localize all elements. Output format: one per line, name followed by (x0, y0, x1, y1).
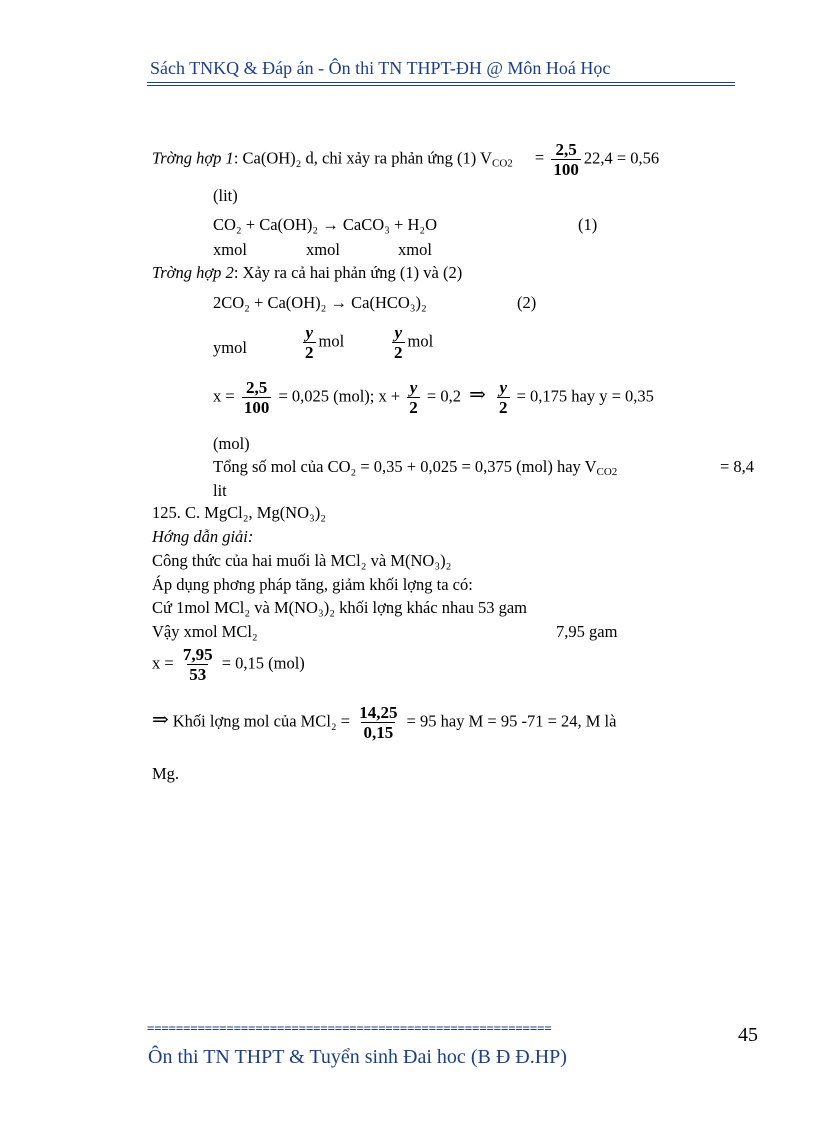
page-number: 45 (738, 1024, 758, 1046)
q125-line1: Công thức của hai muối là MCl₂ và M(NO₃)₂ (152, 551, 452, 570)
q125-x-equation (152, 645, 305, 684)
case1-fraction (551, 140, 581, 179)
case2-text: : Xảy ra cả hai phản ứng (1) và (2) (233, 263, 463, 282)
case1-mol-c: xmol (398, 240, 432, 259)
fraction-denominator: 100 (553, 160, 579, 179)
case1-mol-a: xmol (213, 240, 247, 259)
x-eq: x = (152, 653, 174, 673)
case2-reaction: 2CO₂ + Ca(OH)₂ → Ca(HCO₃)₂ (213, 293, 427, 312)
implies-arrow: ⇒ (152, 709, 169, 732)
case2-yhalf-a (300, 323, 344, 362)
fraction-numerator: y (394, 323, 403, 342)
case1-reaction: CO₂ + Ca(OH)₂ → CaCO₃ + H₂O (213, 215, 438, 234)
q125-line4a: Vậy xmol MCl₂ (152, 622, 258, 641)
x-eq: x = (213, 386, 235, 406)
x-tail: = 0,15 (mol) (221, 653, 305, 673)
fraction-numerator: y (305, 323, 314, 342)
case2-lit: lit (213, 481, 227, 500)
fraction-y-half (497, 378, 510, 417)
case2-total-value: = 8,4 (720, 457, 755, 476)
mass-text: Khối lợng mol của MCl₂ = (172, 711, 351, 731)
y-tail: = 0,2 (426, 386, 461, 406)
case2-total (213, 457, 617, 478)
fraction-y-half (303, 323, 316, 362)
fraction-numerator: 2,5 (245, 378, 268, 397)
case2-ymol: ymol (213, 338, 247, 357)
fraction-denominator: 2 (394, 343, 403, 362)
implies-arrow: ⇒ (469, 384, 486, 407)
case2-x-equation (213, 378, 654, 417)
case1-text: : Ca(OH)₂ d, chỉ xảy ra phản ứng (1) V (233, 148, 492, 168)
case1-tail: 22,4 = 0,56 (583, 148, 660, 168)
mol-label: mol (407, 331, 434, 351)
q125-line4b: 7,95 gam (556, 622, 618, 641)
fraction-denominator: 2 (305, 343, 314, 362)
fraction-numerator: 14,25 (359, 703, 398, 722)
fraction-mass (357, 703, 399, 742)
header-rule (147, 82, 735, 83)
case2-mol-unit: (mol) (213, 434, 250, 453)
case2-line (152, 263, 462, 283)
page-header-title: Sách TNKQ & Đáp án - Ôn thi TN THPT-ĐH @ Môn Hoá Học (150, 58, 611, 78)
case1-sub: CO2 (491, 157, 513, 170)
fraction-numerator: 7,95 (182, 645, 213, 664)
fraction-numerator: y (409, 378, 418, 397)
fraction-denominator: 2 (409, 398, 418, 417)
footer-rule: ======================================================== (147, 1021, 552, 1035)
case1-mol-b: xmol (306, 240, 340, 259)
case1-reaction-no: (1) (578, 215, 598, 234)
fraction-denominator: 53 (189, 665, 207, 684)
case2-yhalf-b (389, 323, 433, 362)
fraction-numerator: 2,5 (555, 140, 577, 159)
q125-line2: Áp dụng phơng pháp tăng, giảm khối lợng ta có: (152, 575, 473, 594)
case1-eq: = (534, 148, 545, 168)
fraction-numerator: y (499, 378, 508, 397)
fraction-x (181, 645, 215, 684)
mol-label: mol (318, 331, 345, 351)
fraction-denominator: 2 (499, 398, 508, 417)
case2-label: Trờng hợp 2 (152, 263, 234, 282)
fraction-x (242, 378, 272, 417)
q125-mg: Mg. (152, 764, 180, 783)
case1-unit: (lit) (213, 186, 238, 205)
q125-mass-equation (152, 703, 616, 742)
total-text: Tổng số mol của CO₂ = 0,35 + 0,025 = 0,375 (mol) hay V (213, 457, 597, 476)
q125-answer: 125. C. MgCl₂, Mg(NO₃)₂ (152, 503, 327, 522)
case1-line (152, 140, 659, 179)
x-tail: = 0,025 (mol); x + (278, 386, 401, 406)
case2-reaction-no: (2) (517, 293, 537, 312)
y-result: = 0,175 hay y = 0,35 (516, 386, 654, 406)
q125-guide: Hớng dẫn giải: (152, 527, 254, 546)
fraction-denominator: 100 (243, 398, 270, 417)
mass-tail: = 95 hay M = 95 -71 = 24, M là (406, 711, 617, 731)
total-sub: CO2 (596, 466, 618, 478)
header-rule-double (147, 85, 735, 86)
footer-text: Ôn thi TN THPT & Tuyển sinh Đai hoc (B Đ Đ.HP) (148, 1046, 567, 1068)
fraction-y-half (407, 378, 420, 417)
fraction-y-half (392, 323, 405, 362)
fraction-denominator: 0,15 (363, 723, 394, 742)
q125-line3: Cứ 1mol MCl₂ và M(NO₃)₂ khối lợng khác nhau 53 gam (152, 598, 527, 617)
case1-label: Trờng hợp 1 (152, 148, 234, 168)
